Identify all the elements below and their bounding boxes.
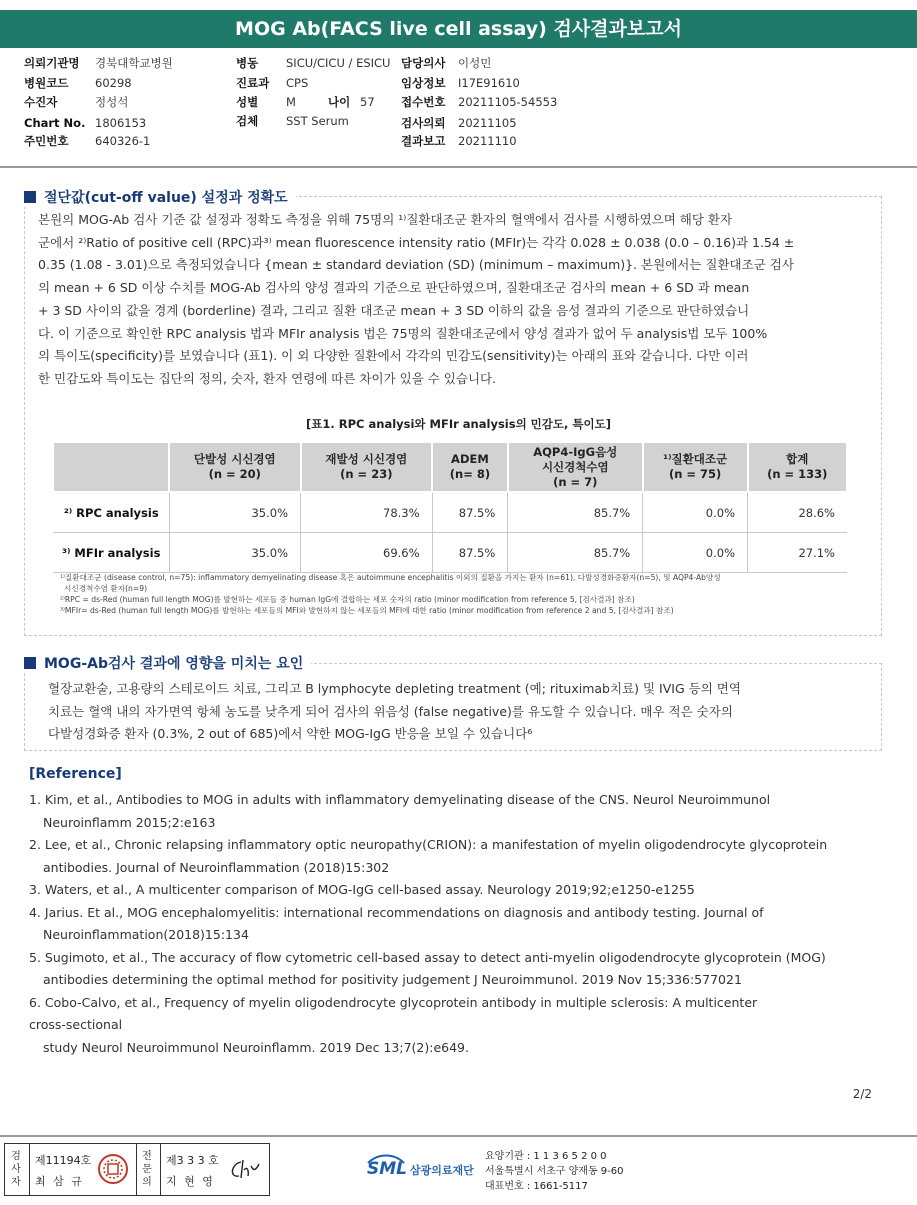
col-header-mon: 단발성 시신경염 (n = 20) [169,442,301,492]
square-bullet-icon [24,191,36,203]
org-info [485,1149,624,1194]
doctor-label: 담당의사 [401,56,446,70]
table-cell: 69.6% [301,533,433,573]
code-value: 60298 [95,76,132,90]
body-line: 의 mean + 6 SD 이상 수치를 MOG-Ab 검사의 양성 결과의 기준으로 판단하였으며, 질환대조군 검사의 mean + 6 SD 과 mean [38,280,750,296]
reference-line: 5. Sugimoto, et al., The accuracy of flow cytometric cell-based assay to detect anti-myelin oligodendrocyte glycoprotein (MOG) [29,949,826,965]
seal-stamp-icon [97,1153,129,1185]
accession-value: 20211105-54553 [458,95,558,109]
report-date-value: 20211110 [458,134,517,148]
ward-value: SICU/CICU / ESICU [286,56,391,70]
tester-license: 제11194호 [35,1154,92,1167]
body-line: 한 민감도와 특이도는 집단의 정의, 숫자, 환자 연령에 따른 차이가 있을 수 있습니다. [38,370,497,386]
reference-line: 1. Kim, et al., Antibodies to MOG in adults with inflammatory demyelinating disease of the CNS. Neurol Neuroimmunol [29,792,771,807]
section-cutoff-body [38,209,868,391]
table-cell: 78.3% [301,492,433,533]
rrn-label: 주민번호 [24,134,69,148]
body-line: 다. 이 기준으로 확인한 RPC analysis 법과 MFIr analysis 법은 75명의 질환대조군에서 양성 결과가 없어 두 analysis법 모두 100% [38,325,768,341]
dept-label: 진료과 [236,76,270,90]
table-corner-cell [53,442,169,492]
signature-icon [227,1156,263,1184]
reference-line: 6. Cobo-Calvo, et al., Frequency of myelin oligodendrocyte glycoprotein antibody in multiple sclerosis: A multicenter [29,994,758,1010]
reference-line: Neuroinflamm 2015;2:e163 [43,814,216,830]
dept-value: CPS [286,76,309,90]
table-cell: 35.0% [169,492,301,533]
col-header-control: ¹⁾질환대조군 (n = 75) [643,442,748,492]
specimen-label: 검체 [236,114,259,128]
accession-label: 접수번호 [401,95,446,109]
divider [136,1144,137,1195]
doctor-value: 이성민 [458,56,492,70]
clinical-value: I17E91610 [458,76,520,90]
age-value: 57 [360,95,375,109]
specimen-value: SST Serum [286,114,349,128]
hospital-label: 의뢰기관명 [24,56,80,70]
footnote-line: 시신경척수염 환자(n=9) [64,584,148,593]
report-footer [0,1135,917,1199]
body-line: 다발성경화증 환자 (0.3%, 2 out of 685)에서 약한 MOG-IgG 반응을 보일 수 있습니다⁶ [48,726,533,742]
org-code: 요양기관 : 1 1 3 6 5 2 0 0 [485,1151,607,1162]
logo-text: SML [367,1159,407,1179]
request-label: 검사의뢰 [401,116,446,130]
table-cell: 87.5% [432,533,508,573]
age-label: 나이 [328,95,351,109]
body-line: 본원의 MOG-Ab 검사 기준 값 설정과 정확도 측정을 위해 75명의 ¹⁾질환대조군 환자의 혈액에서 검사를 시행하였으며 해당 환자 [38,212,733,227]
reference-line: 4. Jarius. Et al., MOG encephalomyelitis: international recommendations on diagnosis and antibody testing. Journal of [29,904,764,920]
expert-label: 전 문 의 [142,1151,152,1188]
section-factors-title [24,653,311,673]
col-header-total: 합계 (n = 133) [748,442,848,492]
signature-box [4,1143,270,1196]
receiver-label: 수진자 [24,95,58,109]
section-factors-body [48,678,863,746]
reference-line: 3. Waters, et al., A multicenter comparison of MOG-IgG cell-based assay. Neurology 2019;92;e1250-e1255 [29,882,695,897]
reference-list [29,789,879,1059]
table-cell: 0.0% [643,492,748,533]
report-title: MOG Ab(FACS live cell assay) 검사결과보고서 [0,10,917,48]
table-header-row [53,442,847,492]
table-cell: 35.0% [169,533,301,573]
sex-value: M [286,95,296,109]
table-cell: 28.6% [748,492,848,533]
reference-line: 2. Lee, et al., Chronic relapsing inflammatory optic neuropathy(CRION): a manifestation of myelin oligodendrocyte glycoprotein [29,837,828,852]
body-line: 군에서 ²⁾Ratio of positive cell (RPC)과³⁾ mean fluorescence intensity ratio (MFIr)는 각각 0.028 ± 0.038 (0.0 – 0.16)과 1.54 ± [38,234,795,250]
code-label: 병원코드 [24,76,69,90]
body-line: + 3 SD 사이의 값을 경계 (borderline) 결과, 그리고 질환 대조군 mean + 3 SD 이하의 값을 음성 결과의 기준으로 판단하였습니 [38,302,750,318]
footnote-line: ³⁾MFIr= ds-Red (human full length MOG)를 발현하는 세포들의 MFI와 발현하지 않는 세포들의 MFI에 대한 ratio (minor modification from reference 2 and 5, [검사결과] 참조) [60,606,674,615]
sensitivity-table [52,441,848,573]
table-row [53,533,847,573]
table-cell: 85.7% [508,492,643,533]
body-line: 의 특이도(specificity)를 보였습니다 (표1). 이 외 다양한 질환에서 각각의 민감도(sensitivity)는 아래의 표와 같습니다. 다만 이러 [38,348,749,364]
reference-line: Neuroinflammation(2018)15:134 [43,927,249,942]
row-label-rpc: ²⁾ RPC analysis [53,492,169,533]
tester-label: 검 사 자 [11,1151,21,1188]
col-header-ron: 재발성 시신경염 (n = 23) [301,442,433,492]
receiver-value: 정성석 [95,95,129,109]
body-line: 혈장교환술, 고용량의 스테로이드 치료, 그리고 B lymphocyte depleting treatment (예; rituximab치료) 및 IVIG 등의 면역 [48,681,741,696]
report-date-label: 결과보고 [401,134,446,148]
expert-license: 제3 3 3 호 [166,1154,219,1167]
hospital-value: 경북대학교병원 [95,56,173,70]
row-label-mfir: ³⁾ MFIr analysis [53,533,169,573]
divider [160,1144,161,1195]
table-footnotes [60,572,860,616]
body-line: 0.35 (1.08 - 3.01)으로 측정되었습니다 {mean ± standard deviation (SD) (minimum – maximum)}. 본원에서는 질환대조군 검사 [38,257,794,273]
reference-line: antibodies determining the optimal method for positivity judgement J Neuroimmunol. 2019 Nov 15;336:577021 [43,972,742,987]
table-caption: [표1. RPC analysi와 MFIr analysis의 민감도, 특이도] [306,417,611,431]
footnote-line: ²⁾RPC = ds-Red (human full length MOG)를 발현하는 세포들 중 human IgG에 결합하는 세포 숫자의 ratio (minor modification from reference 5, [검사결과] 참조) [60,595,635,604]
reference-line: cross-sectional [29,1017,123,1032]
section-cutoff-title [24,187,296,207]
page-number: 2/2 [852,1087,872,1101]
expert-name: 지 현 영 [166,1175,215,1188]
square-bullet-icon [24,657,36,669]
table-cell: 0.0% [643,533,748,573]
col-header-adem: ADEM (n= 8) [432,442,508,492]
body-line: 치료는 혈액 내의 자가면역 항체 농도를 낮추게 되어 검사의 위음성 (false negative)를 유도할 수 있습니다. 매우 적은 숫자의 [48,703,733,719]
reference-title: [Reference] [29,766,122,782]
reference-line: study Neurol Neuroimmunol Neuroinflamm. 2019 Dec 13;7(2):e649. [43,1039,469,1055]
rrn-value: 640326-1 [95,134,151,148]
reference-line: antibodies. Journal of Neuroinflammation (2018)15:302 [43,859,390,875]
org-phone: 대표번호 : 1661-5117 [485,1181,588,1192]
org-address: 서울특별시 서초구 양재동 9-60 [485,1166,624,1177]
clinical-label: 임상정보 [401,76,446,90]
ward-label: 병동 [236,56,259,70]
sex-label: 성별 [236,95,259,109]
table-row [53,492,847,533]
col-header-aqp4: AQP4-IgG음성 시신경척수염 (n = 7) [508,442,643,492]
footnote-line: ¹⁾질환대조군 (disease control, n=75): inflammatory demyelinating disease 혹은 autoimmune encephalitis 이외의 질환을 가지는 환자 (n=61), 다발성경화증환자(n=5), 및 AQP4-Ab양성 [60,573,721,582]
chart-label: Chart No. [24,116,86,130]
org-name: 삼광의료재단 [410,1164,474,1177]
table-cell: 85.7% [508,533,643,573]
request-value: 20211105 [458,116,517,130]
patient-info-header [0,48,917,168]
table-cell: 87.5% [432,492,508,533]
tester-name: 최 삼 규 [35,1175,84,1188]
section-factors-title-text: MOG-Ab검사 결과에 영향을 미치는 요인 [44,656,304,672]
chart-value: 1806153 [95,116,147,130]
table-cell: 27.1% [748,533,848,573]
section-cutoff-title-text: 절단값(cut-off value) 설정과 정확도 [44,190,288,206]
divider [29,1144,30,1195]
